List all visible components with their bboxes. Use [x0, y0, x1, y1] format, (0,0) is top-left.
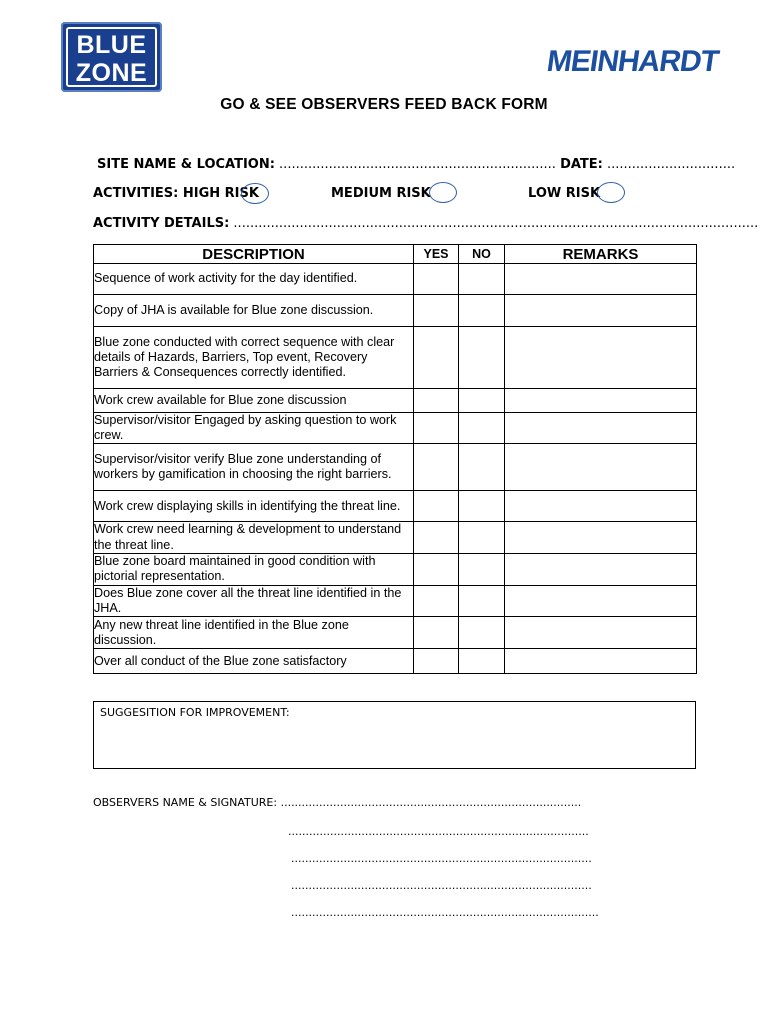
no-cell[interactable]	[459, 522, 505, 553]
no-cell[interactable]	[459, 617, 505, 649]
date-blank[interactable]: ...............................	[602, 157, 736, 172]
no-header: NO	[459, 245, 505, 264]
remarks-cell[interactable]	[505, 617, 697, 649]
remarks-header: REMARKS	[505, 245, 697, 264]
row-description: Work crew available for Blue zone discussion	[94, 389, 414, 413]
observer-blank-1[interactable]: ......................................................................................	[277, 796, 582, 809]
table-row	[94, 444, 697, 491]
no-cell[interactable]	[459, 444, 505, 491]
suggestion-label: SUGGESITION FOR IMPROVEMENT:	[100, 706, 290, 719]
yes-cell[interactable]	[414, 585, 459, 616]
no-cell[interactable]	[459, 491, 505, 522]
row-description: Copy of JHA is available for Blue zone discussion.	[94, 295, 414, 327]
table-row	[94, 585, 697, 616]
row-description: Any new threat line identified in the Blue zone discussion.	[94, 617, 414, 649]
remarks-cell[interactable]	[505, 522, 697, 553]
row-description: Does Blue zone cover all the threat line identified in the JHA.	[94, 585, 414, 616]
no-cell[interactable]	[459, 413, 505, 444]
table-row	[94, 491, 697, 522]
observer-blank-5[interactable]: ........................................................................................	[291, 906, 599, 919]
row-description: Supervisor/visitor Engaged by asking question to work crew.	[94, 413, 414, 444]
remarks-cell[interactable]	[505, 491, 697, 522]
yes-cell[interactable]	[414, 327, 459, 389]
yes-cell[interactable]	[414, 389, 459, 413]
table-row	[94, 649, 697, 674]
yes-cell[interactable]	[414, 617, 459, 649]
no-cell[interactable]	[459, 264, 505, 295]
no-cell[interactable]	[459, 327, 505, 389]
row-description: Sequence of work activity for the day identified.	[94, 264, 414, 295]
yes-header: YES	[414, 245, 459, 264]
site-location-line	[97, 157, 735, 172]
meinhardt-logo: MEINHARDT	[544, 45, 721, 78]
observer-blank-3[interactable]: ......................................................................................	[291, 852, 592, 865]
remarks-cell[interactable]	[505, 389, 697, 413]
observer-blank-2[interactable]: ......................................................................................	[288, 825, 589, 838]
yes-cell[interactable]	[414, 649, 459, 674]
date-label: DATE:	[560, 157, 603, 172]
remarks-cell[interactable]	[505, 413, 697, 444]
no-cell[interactable]	[459, 389, 505, 413]
low-risk-label: LOW RISK	[528, 186, 601, 201]
yes-cell[interactable]	[414, 264, 459, 295]
table-row	[94, 295, 697, 327]
yes-cell[interactable]	[414, 522, 459, 553]
row-description: Over all conduct of the Blue zone satisfactory	[94, 649, 414, 674]
row-description: Work crew displaying skills in identifying the threat line.	[94, 491, 414, 522]
table-row	[94, 553, 697, 585]
remarks-cell[interactable]	[505, 553, 697, 585]
yes-cell[interactable]	[414, 444, 459, 491]
no-cell[interactable]	[459, 295, 505, 327]
remarks-cell[interactable]	[505, 327, 697, 389]
site-location-label: SITE NAME & LOCATION:	[97, 157, 275, 172]
blue-zone-logo-line2: ZONE	[75, 59, 148, 87]
table-row	[94, 327, 697, 389]
yes-cell[interactable]	[414, 295, 459, 327]
yes-cell[interactable]	[414, 553, 459, 585]
blue-zone-logo-line1: BLUE	[76, 31, 147, 59]
table-row	[94, 413, 697, 444]
table-row	[94, 264, 697, 295]
row-description: Work crew need learning & development to understand the threat line.	[94, 522, 414, 553]
medium-risk-label: MEDIUM RISK	[331, 186, 431, 201]
site-location-blank[interactable]: ...................................................................	[274, 157, 561, 172]
remarks-cell[interactable]	[505, 264, 697, 295]
blue-zone-logo	[61, 22, 162, 92]
remarks-cell[interactable]	[505, 585, 697, 616]
checklist-table	[93, 244, 697, 674]
observer-label: OBSERVERS NAME & SIGNATURE:	[93, 796, 278, 809]
no-cell[interactable]	[459, 649, 505, 674]
medium-risk-checkbox[interactable]	[429, 182, 457, 203]
no-cell[interactable]	[459, 585, 505, 616]
observer-blank-4[interactable]: ......................................................................................	[291, 879, 592, 892]
no-cell[interactable]	[459, 553, 505, 585]
form-title: GO & SEE OBSERVERS FEED BACK FORM	[220, 96, 548, 113]
table-row	[94, 522, 697, 553]
remarks-cell[interactable]	[505, 444, 697, 491]
low-risk-checkbox[interactable]	[597, 182, 625, 203]
yes-cell[interactable]	[414, 413, 459, 444]
description-header: DESCRIPTION	[94, 245, 414, 264]
blue-zone-logo-frame	[66, 27, 157, 87]
table-row	[94, 389, 697, 413]
row-description: Blue zone board maintained in good condition with pictorial representation.	[94, 553, 414, 585]
observer-line-1	[93, 796, 581, 809]
activity-details-label: ACTIVITY DETAILS:	[93, 216, 230, 231]
activity-details-line	[93, 216, 758, 231]
suggestion-box[interactable]	[93, 701, 696, 769]
high-risk-checkbox[interactable]	[241, 183, 269, 204]
high-risk-label: ACTIVITIES: HIGH RISK	[93, 186, 259, 201]
table-header-row	[94, 245, 697, 264]
activity-details-blank[interactable]: ...............................................................................................................................	[229, 216, 759, 231]
table-row	[94, 617, 697, 649]
remarks-cell[interactable]	[505, 649, 697, 674]
row-description: Supervisor/visitor verify Blue zone understanding of workers by gamification in choosing the right barriers.	[94, 444, 414, 491]
row-description: Blue zone conducted with correct sequence with clear details of Hazards, Barriers, Top event, Recovery Barriers & Consequences correctly identified.	[94, 327, 414, 389]
yes-cell[interactable]	[414, 491, 459, 522]
remarks-cell[interactable]	[505, 295, 697, 327]
